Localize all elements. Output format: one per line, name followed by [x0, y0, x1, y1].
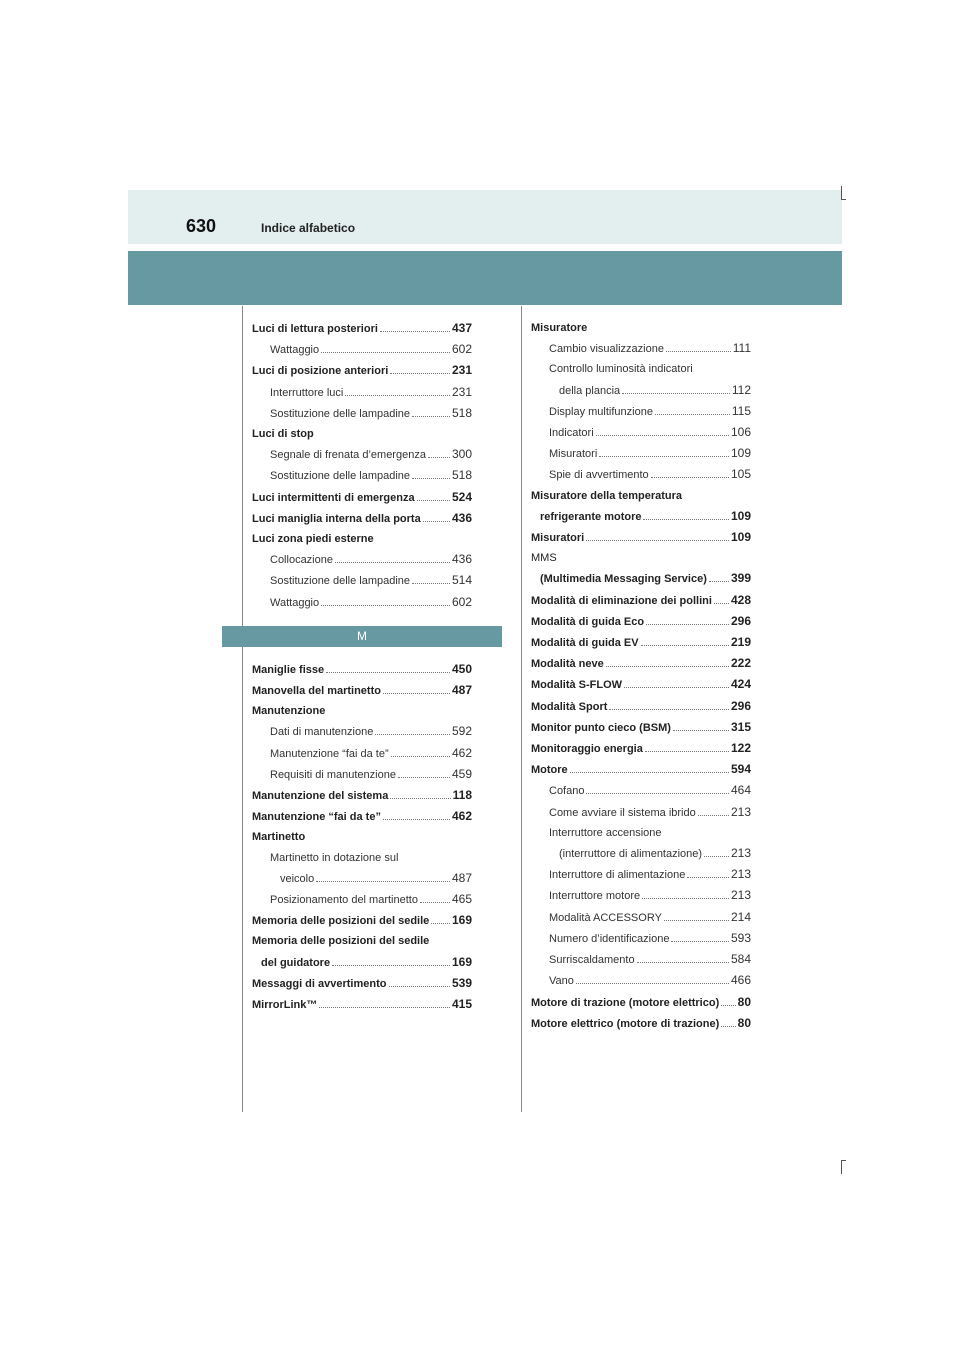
leader-dots — [570, 772, 729, 773]
index-entry — [252, 889, 472, 910]
index-entry — [252, 382, 472, 403]
index-entry — [252, 952, 472, 973]
index-entry-label: Messaggi di avvertimento — [252, 977, 387, 990]
index-group-l — [252, 318, 472, 613]
index-entry — [531, 970, 751, 991]
index-entry-label: Interruttore motore — [549, 890, 641, 903]
leader-dots — [335, 562, 450, 563]
index-entry-label: Segnale di frenata d’emergenza — [270, 449, 426, 462]
index-entry — [252, 910, 472, 931]
index-entry — [531, 992, 751, 1013]
index-entry-label: Manutenzione — [252, 705, 326, 718]
section-header-m: M — [222, 626, 502, 647]
index-column-left — [252, 318, 472, 1015]
index-entry-label: del guidatore — [261, 956, 331, 969]
index-entry — [531, 568, 751, 589]
leader-dots — [375, 734, 450, 735]
index-entry-page: 436 — [451, 552, 472, 567]
index-entry-page: 487 — [451, 870, 472, 885]
index-entry-page: 300 — [451, 447, 472, 462]
leader-dots — [576, 983, 729, 984]
leader-dots — [596, 435, 729, 436]
index-entry — [531, 907, 751, 928]
index-entry-label: veicolo — [280, 872, 315, 885]
index-entry-page: 296 — [730, 613, 751, 628]
leader-dots — [622, 393, 730, 394]
index-entry-page: 428 — [730, 592, 751, 607]
leader-dots — [641, 645, 729, 646]
index-entry-label: Spie di avvertimento — [549, 469, 649, 482]
index-entry-page: 424 — [730, 677, 751, 692]
leader-dots — [321, 605, 450, 606]
index-entry — [252, 570, 472, 591]
index-entry-label: Manutenzione del sistema — [252, 790, 389, 803]
leader-dots — [417, 500, 450, 501]
index-entry-page: 518 — [451, 468, 472, 483]
leader-dots — [646, 624, 729, 625]
index-entry — [531, 359, 751, 379]
index-entry-page: 602 — [451, 342, 472, 357]
index-entry-label: Motore — [531, 764, 568, 777]
index-entry-label: MirrorLink™ — [252, 999, 318, 1012]
index-entry-page: 399 — [730, 571, 751, 586]
index-entry-page: 524 — [451, 489, 472, 504]
leader-dots — [412, 583, 450, 584]
index-entry — [531, 1013, 751, 1034]
index-entry-page: 112 — [731, 382, 751, 397]
index-entry — [252, 827, 472, 847]
index-entry-label: Luci di posizione anteriori — [252, 365, 389, 378]
index-entry — [531, 738, 751, 759]
index-entry — [252, 403, 472, 424]
index-entry-page: 213 — [730, 846, 751, 861]
index-entry — [531, 802, 751, 823]
index-entry-label: Modalità S-FLOW — [531, 679, 623, 692]
leader-dots — [390, 798, 450, 799]
index-entry — [531, 506, 751, 527]
index-entry-label: Dati di manutenzione — [270, 726, 374, 739]
index-entry-label: Maniglie fisse — [252, 663, 325, 676]
index-entry-label: della plancia — [559, 384, 621, 397]
index-entry-label: Surriscaldamento — [549, 954, 635, 967]
index-entry — [252, 806, 472, 827]
index-entry-label: Misuratori — [549, 448, 598, 461]
leader-dots — [704, 856, 729, 857]
index-entry-page: 602 — [451, 594, 472, 609]
crop-mark-bottom-right-h — [841, 1160, 846, 1161]
index-entry — [531, 422, 751, 443]
index-entry-label: Memoria delle posizioni del sedile — [252, 935, 430, 948]
index-entry-label: Luci intermittenti di emergenza — [252, 491, 415, 504]
index-entry — [531, 823, 751, 843]
index-entry-page: 459 — [451, 766, 472, 781]
index-entry-label: Martinetto in dotazione sul — [270, 851, 399, 864]
index-entry-label: Cofano — [549, 785, 585, 798]
index-entry — [531, 318, 751, 338]
index-entry — [252, 424, 472, 444]
index-entry-label: Misuratore della temperatura — [531, 489, 682, 502]
index-entry-page: 593 — [730, 930, 751, 945]
index-entry — [252, 339, 472, 360]
index-entry — [531, 759, 751, 780]
index-entry-page: 231 — [451, 384, 472, 399]
leader-dots — [671, 941, 729, 942]
leader-dots — [664, 920, 729, 921]
index-entry-label: Motore di trazione (motore elettrico) — [531, 996, 720, 1009]
leader-dots — [332, 965, 450, 966]
index-entry-page: 122 — [730, 741, 751, 756]
index-entry-label: Cambio visualizzazione — [549, 343, 664, 356]
index-entry — [252, 848, 472, 868]
leader-dots — [412, 478, 450, 479]
leader-dots — [412, 416, 450, 417]
index-entry-label: Luci di lettura posteriori — [252, 323, 378, 335]
index-entry-label: Modalità ACCESSORY — [549, 911, 662, 924]
index-entry — [252, 994, 472, 1015]
leader-dots — [721, 1026, 735, 1027]
index-entry-page: 169 — [451, 913, 472, 928]
index-entry — [531, 632, 751, 653]
leader-dots — [398, 777, 450, 778]
leader-dots — [383, 693, 450, 694]
column-rule-left — [242, 306, 243, 1112]
crop-mark-bottom-right — [841, 1160, 842, 1174]
index-entry-label: Monitoraggio energia — [531, 743, 643, 756]
index-entry-label: Sostituzione delle lampadine — [270, 407, 411, 420]
leader-dots — [428, 457, 450, 458]
index-entry — [252, 931, 472, 951]
index-entry-label: Manovella del martinetto — [252, 685, 381, 698]
crop-mark-top-right-h — [841, 199, 846, 200]
index-entry-label: Modalità di guida Eco — [531, 615, 645, 628]
index-entry-label: Modalità Sport — [531, 700, 608, 713]
index-entry-page: 222 — [730, 656, 751, 671]
index-entry — [252, 764, 472, 785]
index-entry-label: Indicatori — [549, 427, 594, 440]
index-entry-label: Vano — [549, 975, 574, 988]
index-entry-page: 462 — [451, 809, 472, 824]
index-entry-label: Sostituzione delle lampadine — [270, 470, 411, 483]
index-entry-page: 464 — [730, 783, 751, 798]
index-entry-page: 118 — [452, 788, 472, 803]
index-entry — [531, 885, 751, 906]
index-entry — [252, 444, 472, 465]
index-entry — [531, 928, 751, 949]
leader-dots — [609, 709, 729, 710]
leader-dots — [345, 395, 450, 396]
leader-dots — [420, 902, 450, 903]
index-entry-page: 109 — [730, 508, 751, 523]
index-entry-page: 437 — [451, 321, 472, 335]
index-entry — [252, 701, 472, 721]
index-entry-label: Wattaggio — [270, 344, 320, 357]
index-entry-page: 213 — [730, 804, 751, 819]
index-entry — [531, 590, 751, 611]
leader-dots — [643, 519, 728, 520]
index-entry — [531, 401, 751, 422]
index-entry-label: Numero d’identificazione — [549, 932, 670, 945]
index-entry-page: 106 — [730, 425, 751, 440]
column-rule-middle — [521, 306, 522, 1112]
index-entry-page: 514 — [451, 573, 472, 588]
index-entry — [531, 611, 751, 632]
leader-dots — [655, 414, 730, 415]
leader-dots — [606, 666, 729, 667]
index-entry-label: Motore elettrico (motore di trazione) — [531, 1017, 720, 1030]
index-entry — [252, 360, 472, 381]
index-entry — [531, 696, 751, 717]
index-entry-label: Luci di stop — [252, 428, 314, 441]
index-entry-label: Manutenzione “fai da te” — [252, 811, 381, 824]
leader-dots — [721, 1005, 735, 1006]
index-entry-label: Controllo luminosità indicatori — [549, 363, 693, 376]
index-entry-label: Interruttore accensione — [549, 826, 662, 839]
index-entry — [252, 487, 472, 508]
index-entry-label: (Multimedia Messaging Service) — [540, 573, 707, 586]
index-entry-page: 115 — [731, 403, 751, 418]
leader-dots — [586, 540, 729, 541]
index-entry-label: Modalità di eliminazione dei pollini — [531, 594, 712, 607]
index-entry-label: (interruttore di alimentazione) — [559, 848, 703, 861]
crop-mark-top-right — [841, 186, 842, 200]
index-entry — [252, 680, 472, 701]
index-entry-page: 462 — [451, 745, 472, 760]
leader-dots — [390, 373, 450, 374]
leader-dots — [383, 819, 450, 820]
index-entry-page: 111 — [732, 341, 751, 356]
index-entry-label: Sostituzione delle lampadine — [270, 575, 411, 588]
index-entry-label: Martinetto — [252, 831, 306, 844]
leader-dots — [316, 881, 450, 882]
index-entry-page: 105 — [730, 467, 751, 482]
index-group-m — [252, 659, 472, 1015]
index-entry — [531, 843, 751, 864]
index-entry-page: 109 — [730, 530, 751, 545]
index-entry — [531, 464, 751, 485]
index-entry-label: Misuratori — [531, 532, 585, 545]
index-entry-label: Interruttore di alimentazione — [549, 869, 686, 882]
index-entry-page: 415 — [451, 997, 472, 1012]
index-entry-label: Interruttore luci — [270, 386, 344, 399]
leader-dots — [709, 581, 729, 582]
index-entry-label: Come avviare il sistema ibrido — [549, 806, 696, 819]
index-entry-label: Requisiti di manutenzione — [270, 768, 396, 781]
leader-dots — [389, 986, 450, 987]
index-entry — [531, 380, 751, 401]
leader-dots — [645, 751, 729, 752]
index-entry-page: 169 — [451, 954, 472, 969]
index-entry-label: Monitor punto cieco (BSM) — [531, 721, 671, 734]
leader-dots — [673, 730, 729, 731]
index-entry — [252, 549, 472, 570]
index-entry — [252, 465, 472, 486]
leader-dots — [624, 687, 729, 688]
index-entry — [252, 529, 472, 549]
index-entry-page: 296 — [730, 698, 751, 713]
index-entry — [531, 864, 751, 885]
index-entry-label: Luci maniglia interna della porta — [252, 512, 421, 525]
leader-dots — [714, 603, 729, 604]
index-entry-page: 465 — [451, 892, 472, 907]
index-entry — [252, 592, 472, 613]
index-entry-page: 436 — [451, 510, 472, 525]
index-entry — [252, 508, 472, 529]
leader-dots — [666, 351, 731, 352]
index-entry — [531, 717, 751, 738]
index-entry — [531, 548, 751, 568]
leader-dots — [687, 877, 729, 878]
index-entry-page: 80 — [737, 1015, 751, 1030]
index-entry-label: Manutenzione “fai da te” — [270, 747, 389, 760]
index-entry-label: Modalità neve — [531, 658, 604, 671]
index-entry — [531, 949, 751, 970]
index-entry-page: 80 — [737, 994, 751, 1009]
leader-dots — [431, 923, 450, 924]
index-entry — [531, 653, 751, 674]
index-entry — [531, 674, 751, 695]
index-entry-label: MMS — [531, 552, 557, 565]
index-entry-label: Posizionamento del martinetto — [270, 894, 418, 907]
index-entry-page: 450 — [451, 661, 472, 676]
leader-dots — [391, 756, 450, 757]
index-entry-label: Luci zona piedi esterne — [252, 533, 374, 546]
leader-dots — [586, 793, 728, 794]
index-entry-label: Collocazione — [270, 554, 333, 567]
index-entry-label: refrigerante motore — [540, 510, 642, 523]
leader-dots — [423, 521, 450, 522]
index-entry — [252, 743, 472, 764]
header-accent-band — [128, 251, 842, 305]
index-entry — [531, 443, 751, 464]
index-entry-page: 487 — [451, 683, 472, 698]
index-entry — [252, 785, 472, 806]
leader-dots — [321, 352, 450, 353]
index-entry — [252, 721, 472, 742]
index-entry-label: Misuratore — [531, 322, 588, 334]
index-column-right — [531, 318, 751, 1034]
leader-dots — [326, 672, 450, 673]
index-entry — [531, 486, 751, 506]
index-entry-page: 539 — [451, 975, 472, 990]
leader-dots — [651, 477, 729, 478]
index-entry — [531, 338, 751, 359]
index-entry — [252, 868, 472, 889]
index-entry-label: Display multifunzione — [549, 405, 653, 418]
index-entry-page: 518 — [451, 405, 472, 420]
index-entry-page: 219 — [730, 635, 751, 650]
header-band — [128, 190, 842, 244]
index-entry — [252, 659, 472, 680]
index-entry-page: 109 — [730, 446, 751, 461]
index-group-m-continued — [531, 318, 751, 1034]
index-entry-page: 584 — [730, 952, 751, 967]
index-entry-page: 466 — [730, 973, 751, 988]
leader-dots — [319, 1007, 450, 1008]
leader-dots — [380, 331, 450, 332]
page-number: 630 — [186, 216, 217, 236]
index-entry-page: 315 — [730, 719, 751, 734]
index-entry-page: 213 — [730, 867, 751, 882]
index-entry — [531, 527, 751, 548]
index-entry — [252, 973, 472, 994]
index-entry-page: 214 — [730, 909, 751, 924]
index-entry — [531, 780, 751, 801]
leader-dots — [599, 456, 729, 457]
page-title: Indice alfabetico — [261, 221, 356, 235]
index-entry — [252, 318, 472, 339]
leader-dots — [642, 898, 729, 899]
index-entry-label: Wattaggio — [270, 596, 320, 609]
leader-dots — [637, 962, 729, 963]
index-entry-page: 592 — [451, 724, 472, 739]
leader-dots — [698, 815, 729, 816]
index-entry-label: Memoria delle posizioni del sedile — [252, 915, 430, 928]
index-entry-page: 231 — [451, 363, 472, 378]
index-entry-page: 594 — [730, 762, 751, 777]
index-entry-label: Modalità di guida EV — [531, 637, 639, 650]
index-entry-page: 213 — [730, 888, 751, 903]
